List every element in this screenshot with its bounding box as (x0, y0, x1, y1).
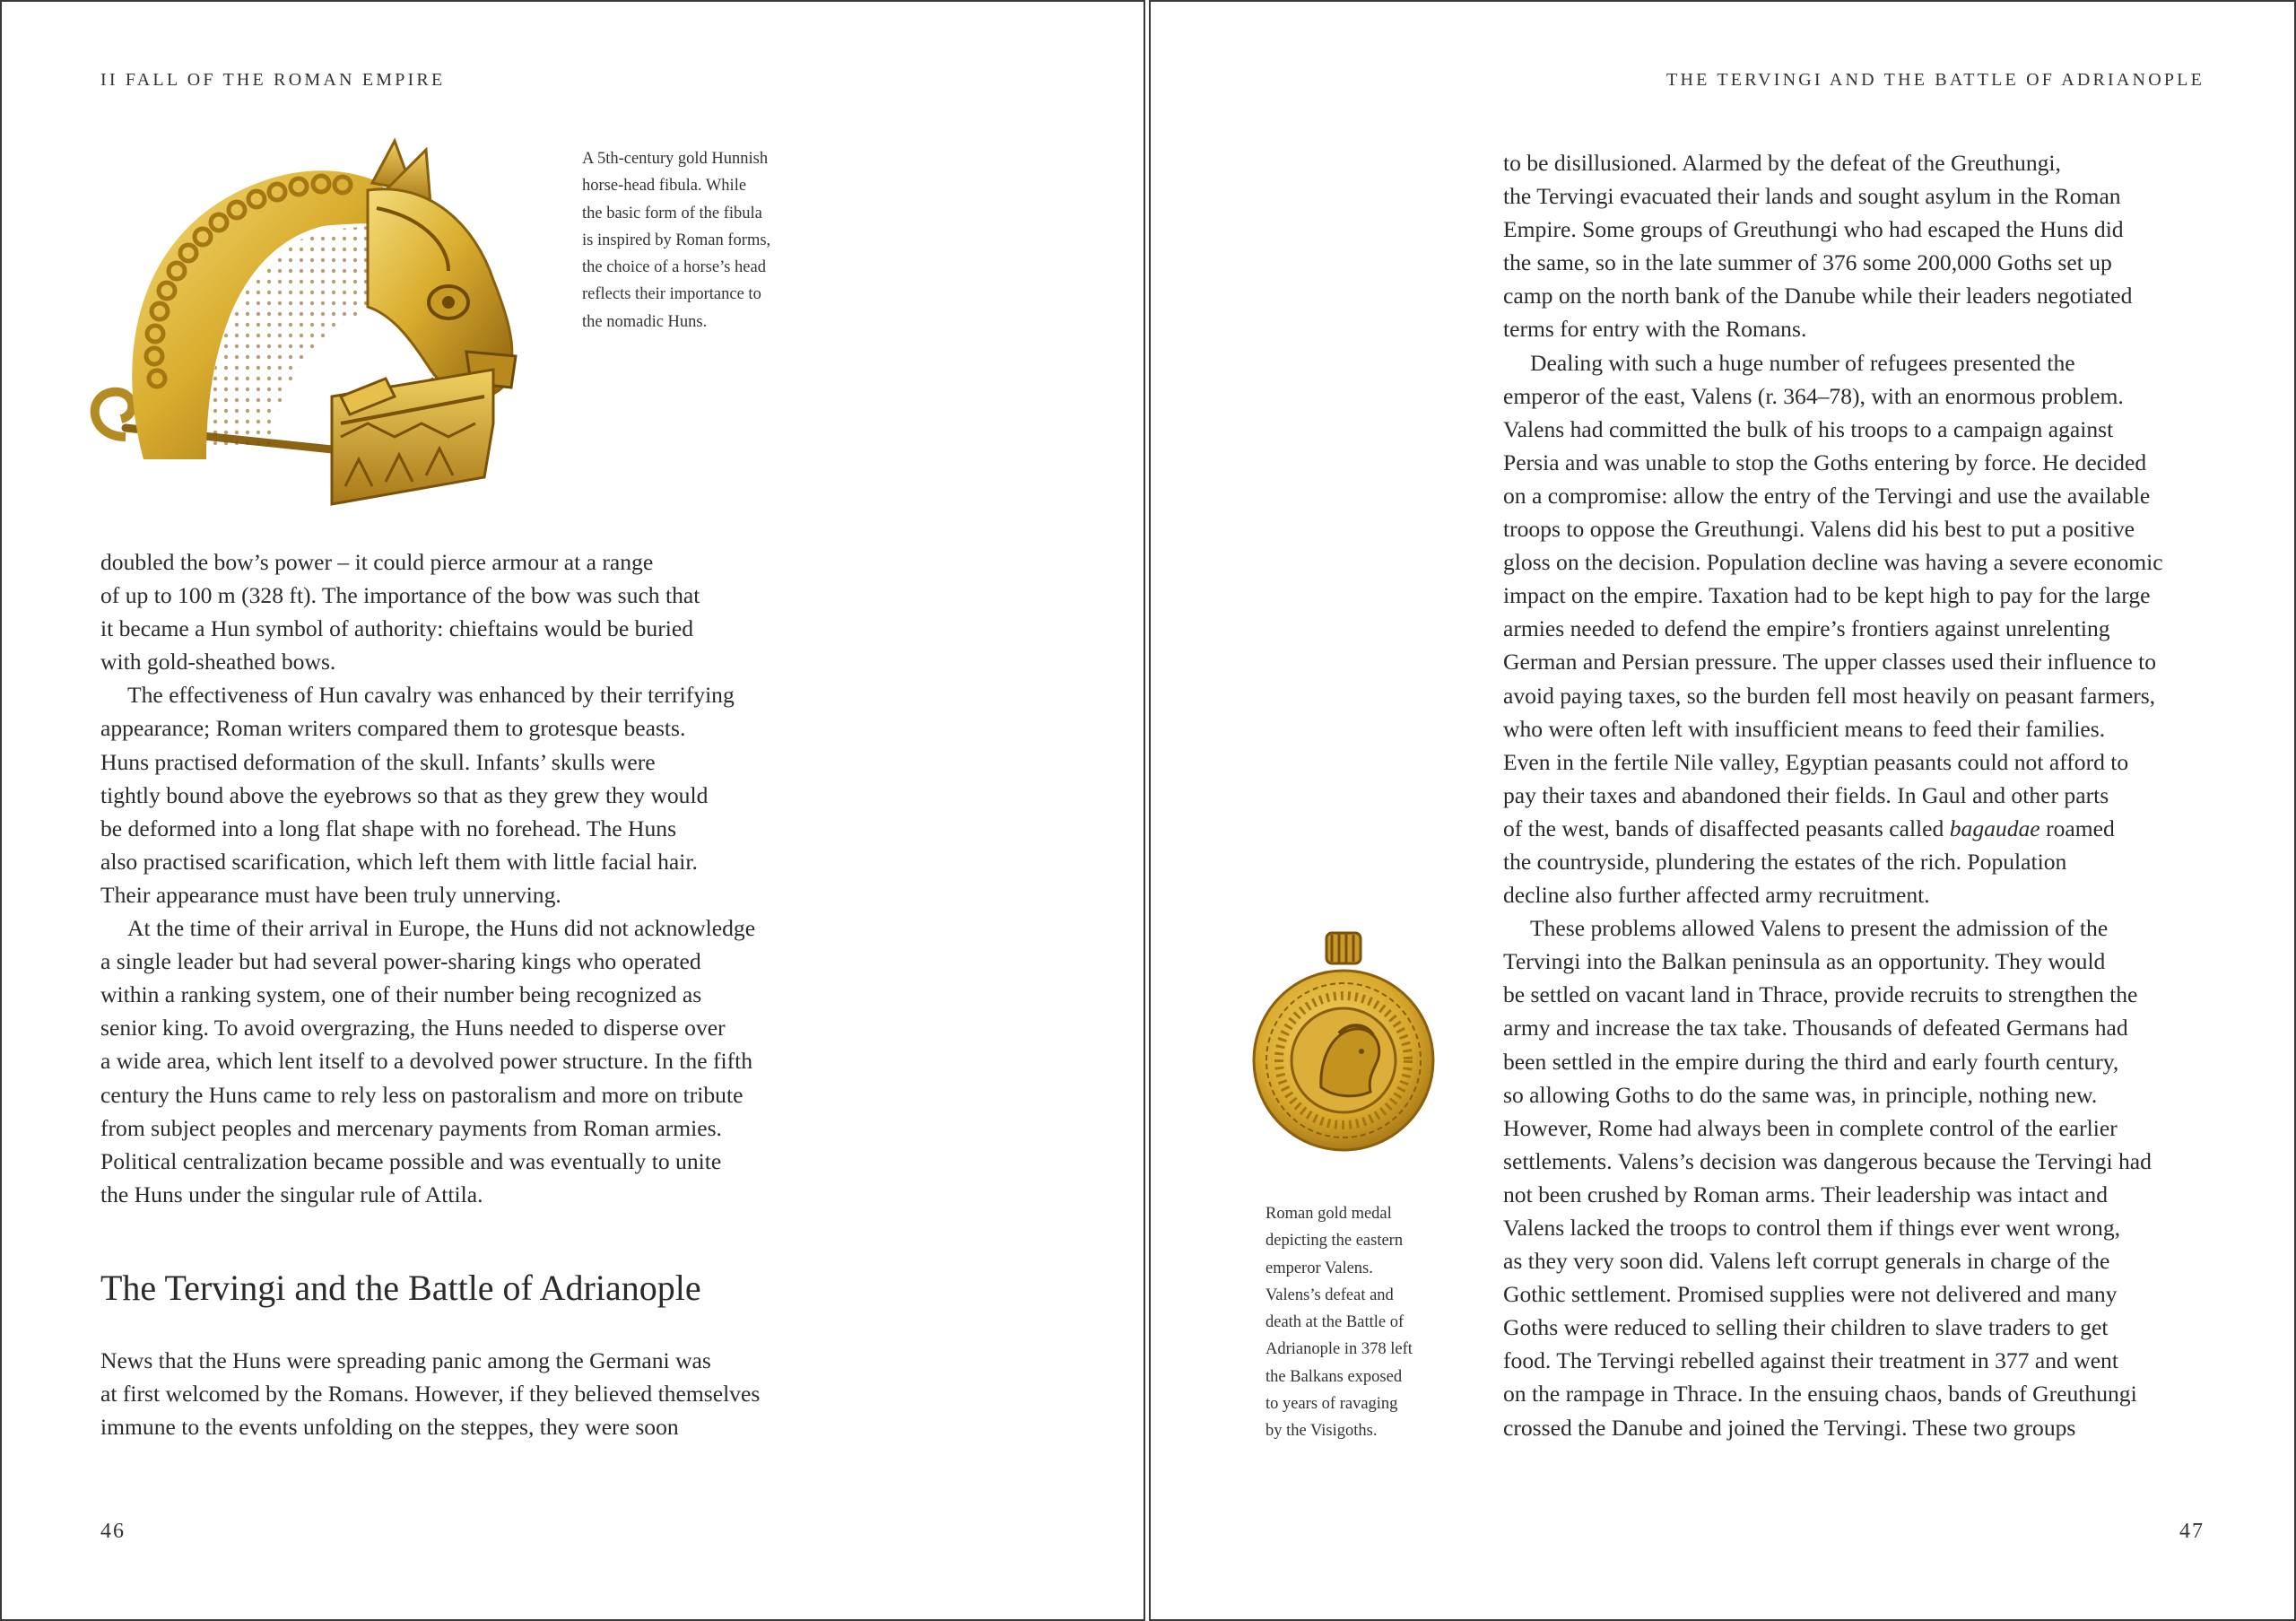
text-line: troops to oppose the Greuthungi. Valens did his best to put a positive (1503, 516, 2135, 543)
text-line: the Tervingi evacuated their lands and sought asylum in the Roman (1503, 183, 2121, 210)
paragraph (1503, 911, 2274, 1444)
text-line: with gold-sheathed bows. (100, 649, 336, 675)
caption-line: death at the Battle of (1265, 1313, 1405, 1332)
text-line: of up to 100 m (328 ft). The importance of the bow was such that (100, 582, 700, 609)
text-line: Valens lacked the troops to control them if things ever went wrong, (1503, 1215, 2121, 1241)
text-line: News that the Huns were spreading panic among the Germani was (100, 1347, 711, 1373)
text-line: Gothic settlement. Promised supplies were not delivered and many (1503, 1281, 2118, 1308)
caption-line: the choice of a horse’s head (582, 258, 766, 277)
text-line: decline also further affected army recruitment. (1503, 882, 1930, 909)
caption-line: Roman gold medal (1265, 1205, 1392, 1223)
paragraph (1503, 346, 2274, 912)
caption-line: the nomadic Huns. (582, 312, 708, 331)
text-line: army and increase the tax take. Thousands of defeated Germans had (1503, 1015, 2128, 1041)
text-line: at first welcomed by the Romans. However, if they believed themselves (100, 1381, 761, 1407)
text-line: emperor of the east, Valens (r. 364–78), with an enormous problem. (1503, 382, 2124, 409)
text-line: At the time of their arrival in Europe, the Huns did not acknowledge (127, 915, 756, 942)
text-line: Even in the fertile Nile valley, Egyptian peasants could not afford to (1503, 748, 2129, 775)
text-line: impact on the empire. Taxation had to be kept high to pay for the large (1503, 582, 2151, 609)
horse-head-fibula-image (72, 127, 664, 522)
text-line: on the rampage in Thrace. In the ensuing chaos, bands of Greuthungi (1503, 1381, 2137, 1407)
caption-line: horse-head fibula. While (582, 177, 747, 196)
text-line: These problems allowed Valens to present the admission of the (1530, 915, 2109, 942)
fibula-caption (582, 145, 851, 336)
section-heading: The Tervingi and the Battle of Adrianople (100, 1268, 701, 1308)
text-line: century the Huns came to rely less on pastoralism and more on tribute (100, 1081, 744, 1108)
caption-line: Adrianople in 378 left (1265, 1340, 1413, 1359)
text-line: Dealing with such a huge number of refugees presented the (1530, 349, 2075, 376)
text-line: Their appearance must have been truly unnerving. (100, 881, 561, 908)
right-page (1149, 0, 2296, 1621)
text-line: a single leader but had several power-sharing kings who operated (100, 948, 701, 975)
running-head-right: THE TERVINGI AND THE BATTLE OF ADRIANOPLE (1666, 70, 2205, 90)
right-body-text (1503, 146, 2274, 1444)
text-line: been settled in the empire during the third and early fourth century, (1503, 1048, 2119, 1075)
text-line: avoid paying taxes, so the burden fell most heavily on peasant farmers, (1503, 682, 2156, 709)
text-line: also practised scarification, which left them with little facial hair. (100, 848, 698, 875)
text-line: pay their taxes and abandoned their fields. In Gaul and other parts (1503, 781, 2109, 808)
text-line: not been crushed by Roman arms. Their leadership was intact and (1503, 1181, 2109, 1207)
text-line: to be disillusioned. Alarmed by the defeat of the Greuthungi, (1503, 150, 2061, 176)
text-line: on a compromise: allow the entry of the Tervingi and use the available (1503, 482, 2151, 509)
text-line: food. The Tervingi rebelled against their treatment in 377 and went (1503, 1347, 2118, 1374)
text-line: Persia and was unable to stop the Goths entering by force. He decided (1503, 449, 2147, 475)
left-page (0, 0, 1145, 1621)
text-line: the same, so in the late summer of 376 some 200,000 Goths set up (1503, 249, 2112, 276)
page-number-right: 47 (2179, 1520, 2205, 1543)
caption-line: is inspired by Roman forms, (582, 231, 771, 249)
paragraph (100, 678, 997, 911)
caption-line: reflects their importance to (582, 285, 761, 304)
text-line: as they very soon did. Valens left corrupt generals in charge of the (1503, 1248, 2110, 1275)
left-body-text-after-heading (100, 1344, 997, 1443)
text-line: immune to the events unfolding on the steppes, they were soon (100, 1414, 679, 1441)
text-span: roamed (2039, 815, 2115, 841)
italic-term: bagaudae (1949, 815, 2040, 841)
caption-line: Valens’s defeat and (1265, 1285, 1394, 1304)
page-number-left: 46 (100, 1520, 126, 1543)
text-line: who were often left with insufficient means to feed their families. (1503, 715, 2106, 742)
text-line: settlements. Valens’s decision was dangerous because the Tervingi had (1503, 1147, 2152, 1174)
text-line: tightly bound above the eyebrows so that as they grew they would (100, 781, 709, 808)
text-line: armies needed to defend the empire’s frontiers against unrelenting (1503, 615, 2110, 642)
medal-caption (1265, 1200, 1472, 1445)
text-line: Tervingi into the Balkan peninsula as an opportunity. They would (1503, 948, 2106, 975)
caption-line: the basic form of the fibula (582, 204, 762, 222)
text-line (1503, 812, 2274, 845)
running-head-left: II FALL OF THE ROMAN EMPIRE (100, 70, 446, 90)
text-line: doubled the bow’s power – it could pierce armour at a range (100, 549, 654, 575)
text-line: Huns practised deformation of the skull. Infants’ skulls were (100, 748, 656, 775)
text-line: from subject peoples and mercenary payments from Roman armies. (100, 1114, 722, 1141)
text-line: Goths were reduced to selling their children to slave traders to get (1503, 1314, 2109, 1341)
caption-line: to years of ravaging (1265, 1395, 1398, 1414)
text-line: it became a Hun symbol of authority: chieftains would be buried (100, 615, 694, 642)
text-line: crossed the Danube and joined the Tervingi. These two groups (1503, 1414, 2076, 1441)
text-line: within a ranking system, one of their number being recognized as (100, 981, 702, 1008)
caption-line: emperor Valens. (1265, 1259, 1373, 1277)
text-line: so allowing Goths to do the same was, in principle, nothing new. (1503, 1081, 2098, 1108)
paragraph (100, 911, 997, 1211)
text-line: be deformed into a long flat shape with no forehead. The Huns (100, 815, 677, 841)
text-line: Empire. Some groups of Greuthungi who had escaped the Huns did (1503, 216, 2124, 243)
text-line: the Huns under the singular rule of Attila. (100, 1181, 483, 1207)
caption-line: by the Visigoths. (1265, 1422, 1378, 1441)
caption-line: the Balkans exposed (1265, 1367, 1403, 1386)
valens-gold-medal-image (1249, 926, 1438, 1168)
text-line: terms for entry with the Romans. (1503, 316, 1807, 343)
left-body-text (100, 545, 997, 1211)
text-line: be settled on vacant land in Thrace, provide recruits to strengthen the (1503, 981, 2138, 1008)
caption-line: depicting the eastern (1265, 1232, 1404, 1251)
text-line: the countryside, plundering the estates of the rich. Population (1503, 848, 2067, 875)
text-line: The effectiveness of Hun cavalry was enhanced by their terrifying (127, 682, 735, 709)
text-span: of the west, bands of disaffected peasants called (1503, 815, 1950, 841)
text-line: appearance; Roman writers compared them to grotesque beasts. (100, 715, 686, 742)
text-line: gloss on the decision. Population decline was having a severe economic (1503, 549, 2163, 576)
text-line: a wide area, which lent itself to a devolved power structure. In the fifth (100, 1048, 753, 1075)
text-line: However, Rome had always been in complete control of the earlier (1503, 1114, 2118, 1141)
text-line: Valens had committed the bulk of his troops to a campaign against (1503, 415, 2114, 442)
paragraph (100, 545, 997, 678)
text-line: senior king. To avoid overgrazing, the Huns needed to disperse over (100, 1015, 726, 1041)
text-line: camp on the north bank of the Danube while their leaders negotiated (1503, 283, 2133, 309)
text-line: Political centralization became possible and was eventually to unite (100, 1147, 722, 1174)
text-line: German and Persian pressure. The upper classes used their influence to (1503, 649, 2156, 675)
paragraph (1503, 146, 2274, 346)
caption-line: A 5th-century gold Hunnish (582, 150, 769, 168)
